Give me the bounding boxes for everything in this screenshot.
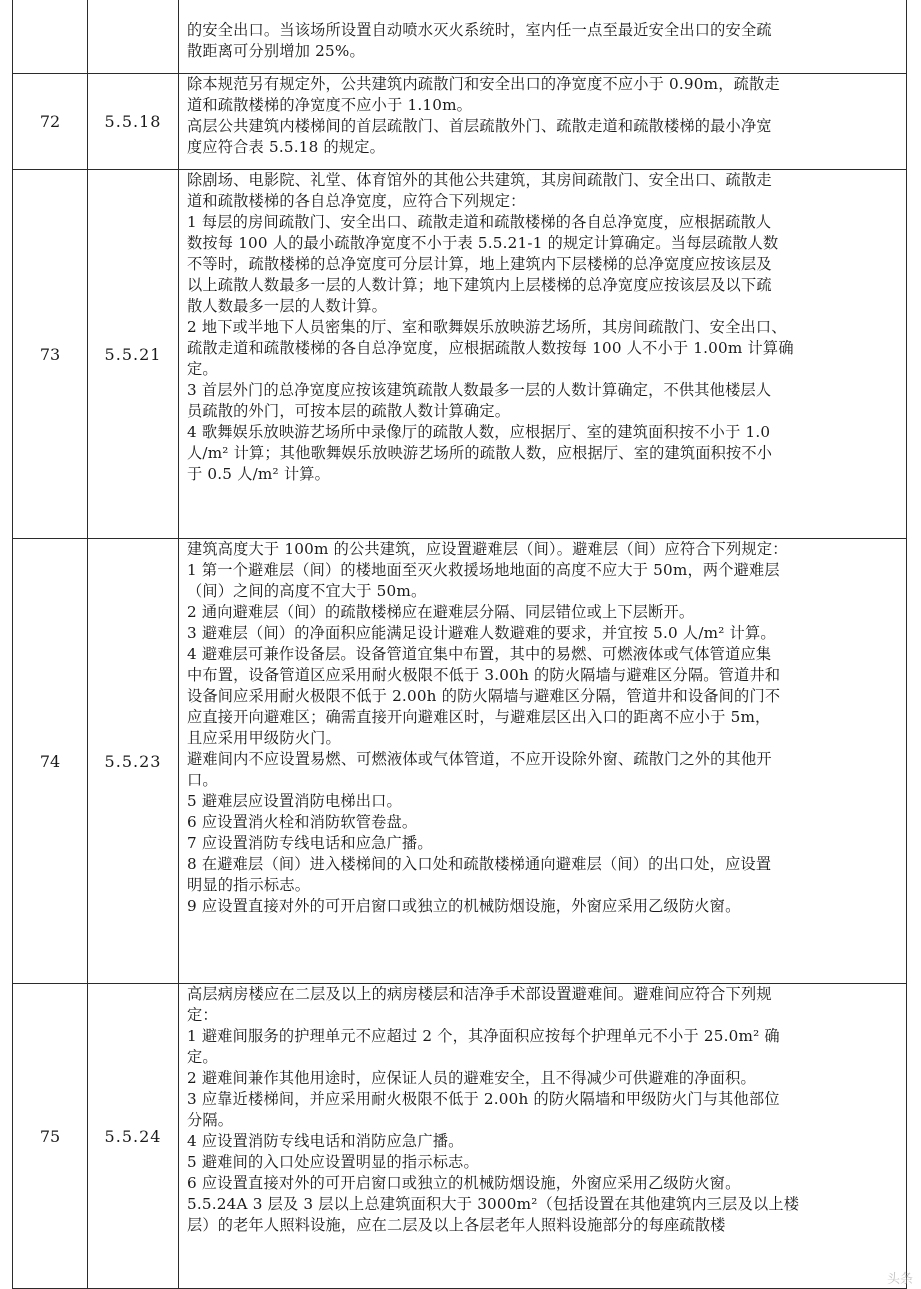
row-number: 72	[13, 74, 88, 170]
table-row	[13, 984, 907, 1289]
content-line: 道和疏散楼梯的净宽度不应小于 1.10m。	[187, 96, 473, 114]
content-line: 度应符合表 5.5.18 的规定。	[187, 138, 386, 156]
content-line: 高层公共建筑内楼梯间的首层疏散门、首层疏散外门、疏散走道和疏散楼梯的最小净宽	[187, 117, 772, 135]
content-line: 中布置，设备管道区应采用耐火极限不低于 3.00h 的防火隔墙与避难区分隔。管道井和	[187, 666, 781, 684]
content-line: 定：	[187, 1006, 218, 1024]
clause-content	[179, 170, 907, 539]
content-line: 3 避难层（间）的净面积应能满足设计避难人数避难的要求，并宜按 5.0 人/m² 计算。	[187, 624, 776, 642]
content-line: 高层病房楼应在二层及以上的病房楼层和洁净手术部设置避难间。避难间应符合下列规	[187, 985, 772, 1003]
clause-content	[179, 74, 907, 170]
content-line: 2 通向避难层（间）的疏散楼梯应在避难层分隔、同层错位或上下层断开。	[187, 603, 695, 621]
content-line: 2 地下或半地下人员密集的厅、室和歌舞娱乐放映游艺场所，其房间疏散门、安全出口、	[187, 318, 787, 336]
table-row	[13, 170, 907, 539]
content-line: 不等时，疏散楼梯的总净宽度可分层计算，地上建筑内下层楼梯的总净宽度应按该层及	[187, 255, 772, 273]
content-line: 4 应设置消防专线电话和消防应急广播。	[187, 1132, 464, 1150]
table-body	[13, 0, 907, 1289]
content-line: 避难间内不应设置易燃、可燃液体或气体管道，不应开设除外窗、疏散门之外的其他开	[187, 750, 772, 768]
content-line: 数按每 100 人的最小疏散净宽度不小于表 5.5.21-1 的规定计算确定。当每层疏散人数	[187, 234, 779, 252]
clause-number: 5.5.21	[88, 170, 179, 539]
content-line: 定。	[187, 360, 218, 378]
content-line: 2 避难间兼作其他用途时，应保证人员的避难安全，且不得减少可供避难的净面积。	[187, 1069, 756, 1087]
content-line: 设备间应采用耐火极限不低于 2.00h 的防火隔墙与避难区分隔，管道井和设备间的门不	[187, 687, 781, 705]
content-line: 3 应靠近楼梯间，并应采用耐火极限不低于 2.00h 的防火隔墙和甲级防火门与其他部位	[187, 1090, 780, 1108]
content-line: 于 0.5 人/m² 计算。	[187, 465, 330, 483]
row-number: 73	[13, 170, 88, 539]
content-line: 的安全出口。当该场所设置自动喷水灭火系统时，室内任一点至最近安全出口的安全疏	[187, 21, 772, 39]
content-line: 6 应设置消火栓和消防软管卷盘。	[187, 813, 418, 831]
content-line: 人/m² 计算；其他歌舞娱乐放映游艺场所的疏散人数，应根据厅、室的建筑面积按不小	[187, 444, 773, 462]
table-row	[13, 539, 907, 984]
content-line: 6 应设置直接对外的可开启窗口或独立的机械防烟设施，外窗应采用乙级防火窗。	[187, 1174, 741, 1192]
row-number	[13, 0, 88, 74]
content-line: 5 避难层应设置消防电梯出口。	[187, 792, 402, 810]
clause-content	[179, 0, 907, 74]
content-line: 除本规范另有规定外，公共建筑内疏散门和安全出口的净宽度不应小于 0.90m，疏散走	[187, 75, 780, 93]
content-line: 4 避难层可兼作设备层。设备管道宜集中布置，其中的易燃、可燃液体或气体管道应集	[187, 645, 772, 663]
content-line: 以上疏散人数最多一层的人数计算；地下建筑内上层楼梯的总净宽度应按该层及以下疏	[187, 276, 772, 294]
content-line: 8 在避难层（间）进入楼梯间的入口处和疏散楼梯通向避难层（间）的出口处，应设置	[187, 855, 772, 873]
content-line: 1 每层的房间疏散门、安全出口、疏散走道和疏散楼梯的各自总净宽度，应根据疏散人	[187, 213, 772, 231]
content-line: 1 第一个避难层（间）的楼地面至灭火救援场地地面的高度不应大于 50m，两个避难层	[187, 561, 780, 579]
content-line: 定。	[187, 1048, 218, 1066]
row-number: 75	[13, 984, 88, 1289]
content-line: 5 避难间的入口处应设置明显的指示标志。	[187, 1153, 479, 1171]
content-line: 且应采用甲级防火门。	[187, 729, 341, 747]
clause-number: 5.5.23	[88, 539, 179, 984]
content-line: 散距离可分别增加 25%。	[187, 42, 365, 60]
regulation-table	[12, 0, 907, 1289]
content-line: 建筑高度大于 100m 的公共建筑，应设置避难层（间）。避难层（间）应符合下列规定：	[187, 540, 788, 558]
content-line: 4 歌舞娱乐放映游艺场所中录像厅的疏散人数，应根据厅、室的建筑面积按不小于 1.0	[187, 423, 771, 441]
content-line: 疏散走道和疏散楼梯的各自总净宽度，应根据疏散人数按每 100 人不小于 1.00m 计算确	[187, 339, 794, 357]
content-line: 员疏散的外门，可按本层的疏散人数计算确定。	[187, 402, 511, 420]
table-row	[13, 0, 907, 74]
clause-number: 5.5.18	[88, 74, 179, 170]
content-line: 口。	[187, 771, 218, 789]
content-line: 除剧场、电影院、礼堂、体育馆外的其他公共建筑，其房间疏散门、安全出口、疏散走	[187, 171, 772, 189]
content-line: 道和疏散楼梯的各自总净宽度，应符合下列规定：	[187, 192, 526, 210]
content-line: 9 应设置直接对外的可开启窗口或独立的机械防烟设施，外窗应采用乙级防火窗。	[187, 897, 741, 915]
row-number: 74	[13, 539, 88, 984]
content-line: 明显的指示标志。	[187, 876, 311, 894]
clause-number: 5.5.24	[88, 984, 179, 1289]
content-line: 7 应设置消防专线电话和应急广播。	[187, 834, 433, 852]
content-line: （间）之间的高度不宜大于 50m。	[187, 582, 427, 600]
content-line: 散人数最多一层的人数计算。	[187, 297, 388, 315]
content-line: 5.5.24A 3 层及 3 层以上总建筑面积大于 3000m²（包括设置在其他建筑内三层及以上楼	[187, 1195, 800, 1213]
clause-content	[179, 984, 907, 1289]
content-line: 分隔。	[187, 1111, 234, 1129]
content-line: 层）的老年人照料设施，应在二层及以上各层老年人照料设施部分的每座疏散楼	[187, 1216, 726, 1234]
content-line: 1 避难间服务的护理单元不应超过 2 个，其净面积应按每个护理单元不小于 25.0m² 确	[187, 1027, 780, 1045]
watermark-text: 头条	[886, 1272, 913, 1287]
table-row	[13, 74, 907, 170]
clause-content	[179, 539, 907, 984]
content-line: 应直接开向避难区；确需直接开向避难区时，与避难层区出入口的距离不应小于 5m，	[187, 708, 771, 726]
content-line: 3 首层外门的总净宽度应按该建筑疏散人数最多一层的人数计算确定，不供其他楼层人	[187, 381, 772, 399]
clause-number	[88, 0, 179, 74]
